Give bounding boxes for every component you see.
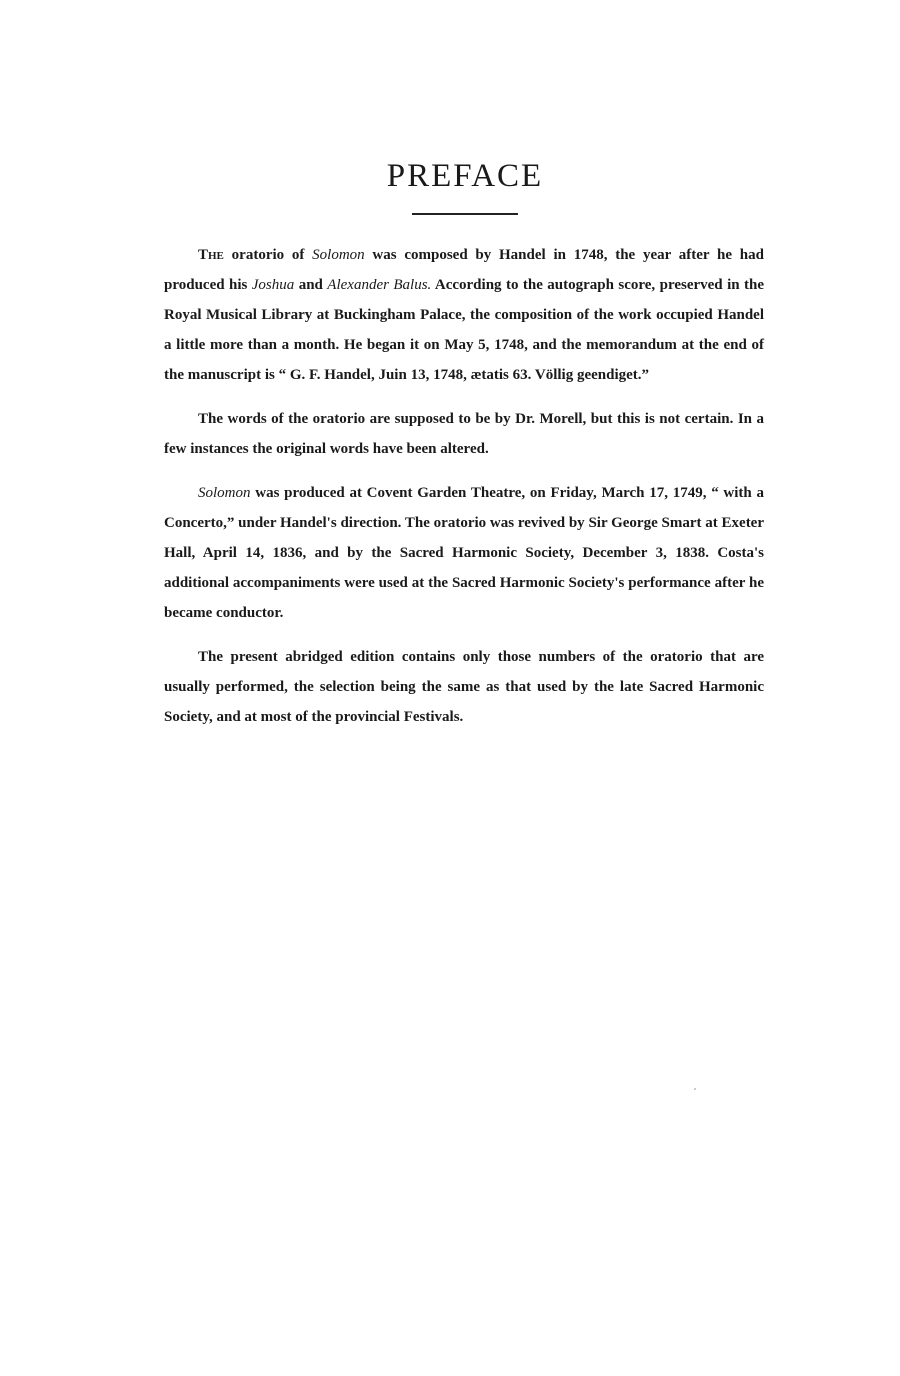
paragraph-text: and [294, 277, 328, 293]
paragraph-text: was composed by Handel in 1748, the year after he had produced his [164, 247, 764, 293]
work-title: Alexander Balus. [327, 277, 432, 293]
paragraph-edition: The present abridged edition contains only those numbers of the oratorio that are usually performed, the selection being the same as that used by the late Sacred Harmonic Society, and at most of the provincial Festivals. [164, 649, 764, 725]
work-title: Solomon [198, 485, 251, 501]
page-title: PREFACE [386, 158, 544, 194]
paragraph-words: The words of the oratorio are supposed to be by Dr. Morell, but this is not certain. In a few instances the original words have been altered. [164, 411, 764, 457]
paragraph-composition [164, 240, 764, 390]
paragraph-text: was produced at Covent Garden Theatre, on Friday, March 17, 1749, “ with a Concerto,” under Handel's direction. The oratorio was revived by Sir George Smart at Exeter Hall, April 14, 1836, and by the Sacred Harmonic Society, December 3, 1838. Costa's additional accompaniments were used at the Sacred Harmonic Society's performance after he became conductor. [164, 485, 764, 621]
paragraph-text: According to the autograph score, preserved in the Royal Musical Library at Buckingham Palace, the composition of the work occupied Handel a little more than a month. He began it on May 5, 1748, and the memorandum at the end of the manuscript is “ G. F. Handel, Juin 13, 1748, ætatis 63. Völlig geendiget.” [164, 277, 764, 383]
lead-word: The [198, 247, 224, 263]
paragraph-performance [164, 478, 764, 628]
work-title: Joshua [251, 277, 295, 293]
work-title: Solomon [312, 247, 365, 263]
speck-mark [694, 1088, 696, 1090]
preface-body [164, 240, 764, 746]
title-rule [412, 213, 518, 215]
paragraph-text: oratorio of [223, 247, 313, 263]
